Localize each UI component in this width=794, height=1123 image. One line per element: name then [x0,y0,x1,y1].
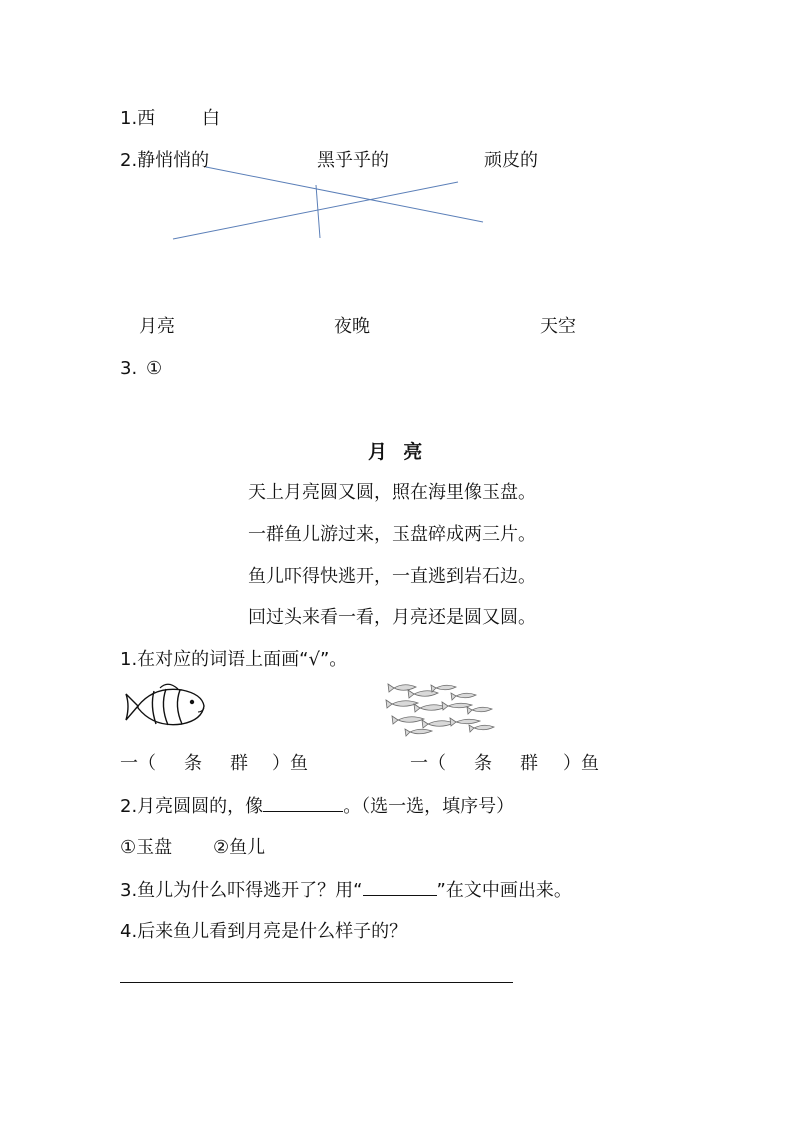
question-2-prompt-pre: 2.月亮圆圆的，像 [120,796,264,817]
q1-right-option-qun[interactable]: 群 [520,753,538,774]
match-line-1 [206,167,483,222]
answer-2-bottom-2: 夜晚 [334,316,370,337]
school-of-fish-icon [384,680,496,738]
poem-title: 月 亮 [368,441,424,463]
poem-line-1: 天上月亮圆又圆，照在海里像玉盘。 [248,482,536,503]
q1-left-pre: 一（ [120,753,156,774]
q1-right-pre: 一（ [410,753,446,774]
answer-2-bottom-3: 天空 [540,316,576,337]
question-1-prompt: 1.在对应的词语上面画“√”。 [120,649,348,670]
question-2-option-1[interactable]: ①玉盘 [120,837,173,858]
question-2-prompt [120,795,514,818]
poem-line-2: 一群鱼儿游过来，玉盘碎成两三片。 [248,524,536,545]
question-3-underline-sample [363,879,437,896]
answer-1-label: 1.西 [120,108,156,129]
q1-right-option-tiao[interactable]: 条 [474,753,492,774]
answer-2-left: 2.静悄悄的 [120,150,210,171]
question-4-prompt: 4.后来鱼儿看到月亮是什么样子的？ [120,921,408,942]
q1-right-post: ）鱼 [563,753,599,774]
question-2-prompt-post: 。（选一选，填序号） [343,796,515,817]
q1-left-post: ）鱼 [272,753,308,774]
answer-3-label: 3. [120,358,138,379]
poem-line-3: 鱼儿吓得快逃开，一直逃到岩石边。 [248,566,536,587]
question-2-option-2[interactable]: ②鱼儿 [213,837,266,858]
match-line-2 [316,185,320,238]
matching-lines [0,0,794,300]
answer-1-second: 白 [202,108,220,129]
question-2-blank[interactable] [263,795,343,812]
match-line-3 [173,182,458,239]
question-3-prompt [120,879,572,902]
question-4-answer-line[interactable] [120,982,513,983]
answer-2-mid: 黑乎乎的 [317,150,389,171]
single-fish-icon [124,682,208,730]
answer-2-bottom-1: 月亮 [139,316,175,337]
q1-left-option-tiao[interactable]: 条 [184,753,202,774]
question-3-prompt-pre: 3.鱼儿为什么吓得逃开了？用“ [120,880,363,901]
answer-2-right: 顽皮的 [484,150,538,171]
question-3-prompt-post: ”在文中画出来。 [436,880,572,901]
poem-line-4: 回过头来看一看，月亮还是圆又圆。 [248,607,536,628]
answer-3-mark: ① [146,358,163,379]
q1-left-option-qun[interactable]: 群 [230,753,248,774]
